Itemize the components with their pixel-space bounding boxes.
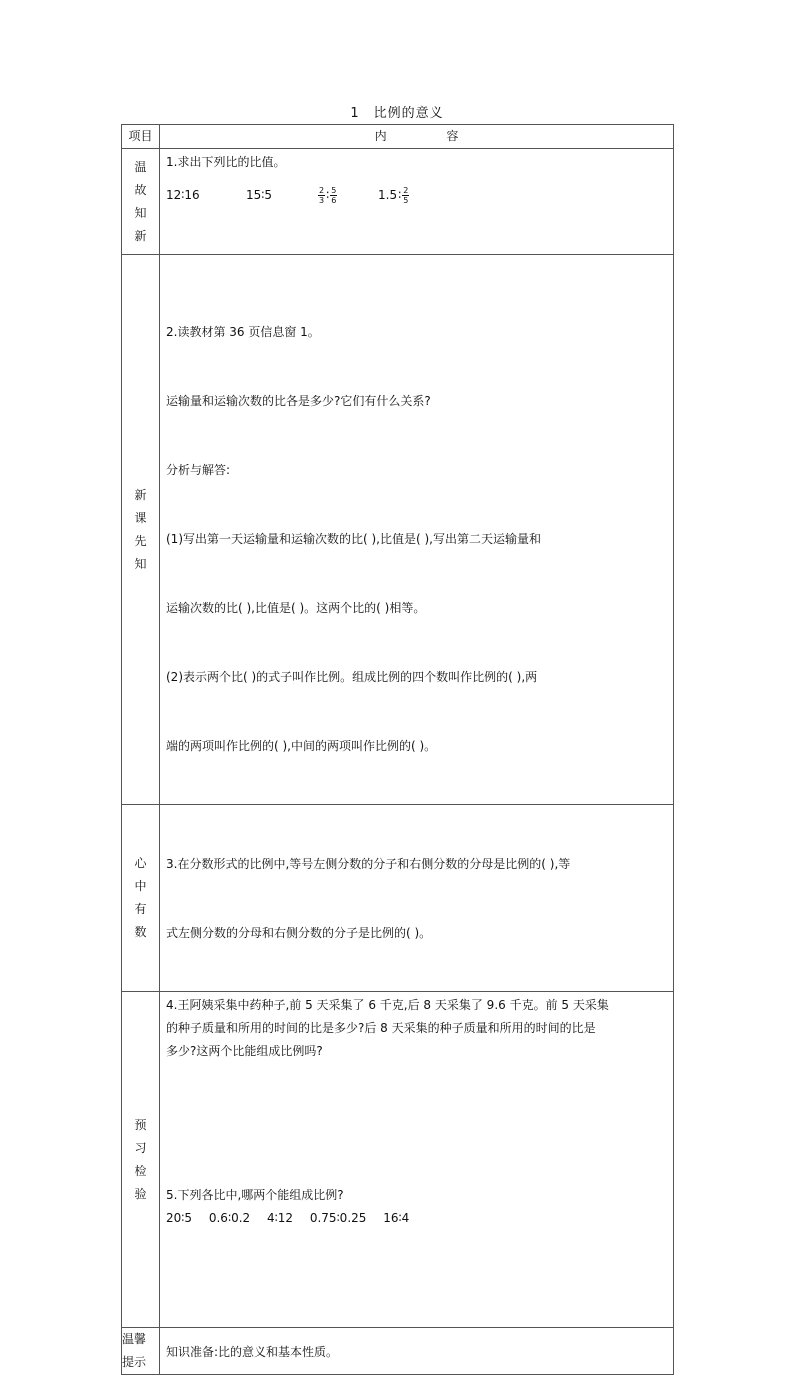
ratio-2: 15∶5: [246, 187, 273, 202]
text-line: 的种子质量和所用的时间的比是多少?后 8 天采集的种子质量和所用的时间的比是: [166, 1021, 596, 1035]
ratio-4: 1.5 ∶ $\frac{2}{5}$: [378, 185, 409, 205]
text-line: (2)表示两个比( )的式子叫作比例。组成比例的四个数叫作比例的( ),两: [166, 670, 538, 684]
header-item: 项目: [122, 125, 160, 149]
tips-row: [122, 1328, 674, 1375]
worksheet-table: [121, 124, 674, 1375]
review-content: [160, 149, 674, 255]
fraction: $\frac{2}{5}$: [403, 185, 409, 205]
text-line: 式左侧分数的分母和右侧分数的分子是比例的( )。: [166, 926, 432, 940]
fraction: $\frac{5}{6}$: [331, 185, 337, 205]
text-line: 运输量和运输次数的比各是多少?它们有什么关系?: [166, 394, 431, 408]
question-4: 4.王阿姨采集中药种子,前 5 天采集了 6 千克,后 8 天采集了 9.6 千克。前 5 天采集: [166, 998, 609, 1012]
text-line: 多少?这两个比能组成比例吗?: [166, 1044, 323, 1058]
lesson-title: 比例的意义: [373, 106, 444, 121]
mind-row: [122, 805, 674, 992]
review-label: 温 故 知 新: [122, 149, 160, 255]
question-1: 1.求出下列比的比值。: [166, 155, 286, 169]
fraction: $\frac{2}{3}$: [319, 185, 325, 205]
review-row: [122, 149, 674, 255]
ratio-list: [166, 182, 667, 208]
mind-label: 心 中 有 数: [122, 805, 160, 992]
page-title: [0, 102, 794, 121]
tips-label: 温馨 提示: [122, 1328, 160, 1375]
q5-ratio-list: [166, 1207, 667, 1230]
question-3: 3.在分数形式的比例中,等号左侧分数的分子和右侧分数的分母是比例的( ),等: [166, 857, 571, 871]
new-lesson-row: [122, 255, 674, 805]
lesson-number: 1: [350, 106, 360, 121]
text-line: (1)写出第一天运输量和运输次数的比( ),比值是( ),写出第二天运输量和: [166, 532, 541, 546]
ratio-1: 12∶16: [166, 187, 200, 202]
mind-content: [160, 805, 674, 992]
preview-row: [122, 992, 674, 1328]
preview-label: 预 习 检 验: [122, 992, 160, 1328]
tips-text: 知识准备:比的意义和基本性质。: [166, 1344, 339, 1359]
new-lesson-content: [160, 255, 674, 805]
ratio-item: 0.75∶0.25: [309, 1211, 367, 1225]
preview-content: [160, 992, 674, 1328]
ratio-item: 4∶12: [266, 1211, 294, 1225]
text-line: 运输次数的比( ),比值是( )。这两个比的( )相等。: [166, 601, 426, 615]
text-line: 端的两项叫作比例的( ),中间的两项叫作比例的( )。: [166, 739, 437, 753]
question-5: 5.下列各比中,哪两个能组成比例?: [166, 1188, 344, 1202]
text-line: 分析与解答:: [166, 463, 231, 477]
header-content: 内 容: [160, 125, 674, 149]
table-header-row: [122, 125, 674, 149]
ratio-item: 20∶5: [166, 1211, 193, 1225]
ratio-item: 16∶4: [383, 1211, 410, 1225]
question-2: 2.读教材第 36 页信息窗 1。: [166, 325, 320, 339]
ratio-3: $\frac{2}{3}$ ∶ $\frac{5}{6}$: [319, 185, 337, 205]
tips-content: [160, 1328, 674, 1375]
new-lesson-label: 新 课 先 知: [122, 255, 160, 805]
ratio-item: 0.6∶0.2: [208, 1211, 251, 1225]
answer-space: [166, 1063, 667, 1184]
